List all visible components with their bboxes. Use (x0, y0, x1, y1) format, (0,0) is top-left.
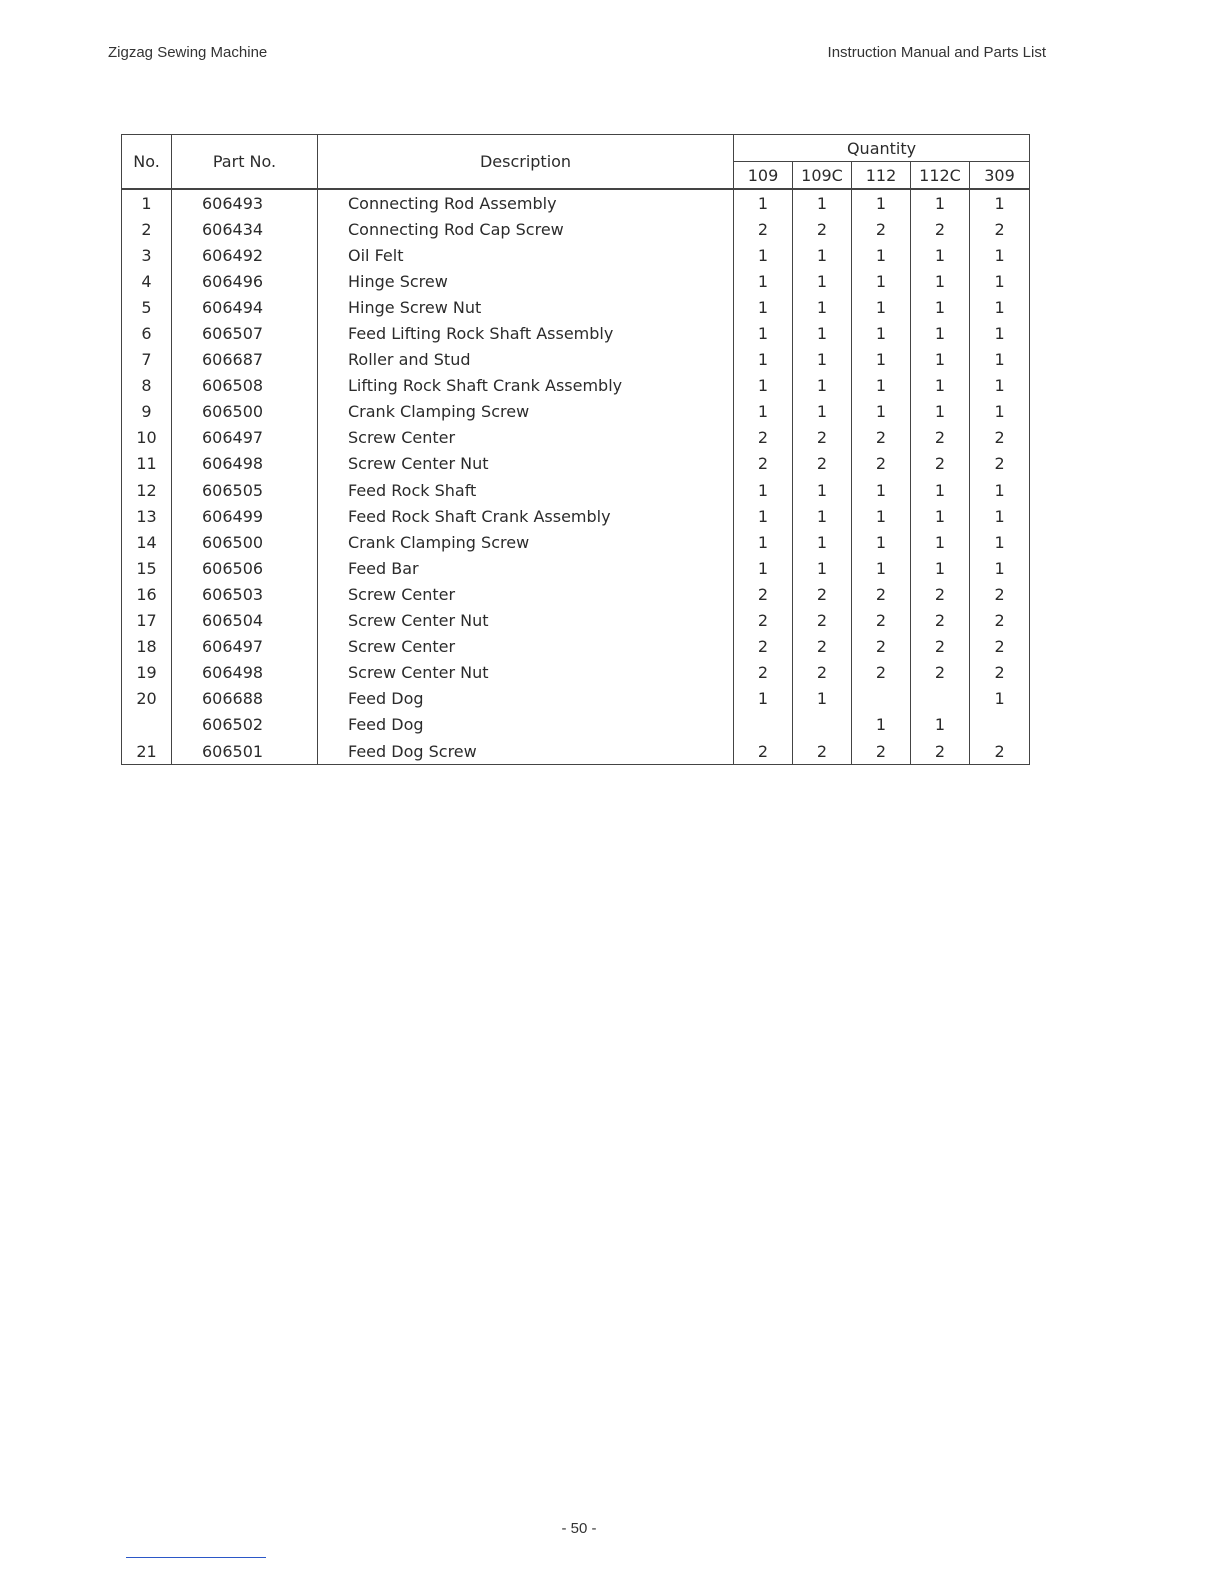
quantity-cell: 1 (970, 268, 1030, 294)
quantity-cell: 2 (852, 660, 911, 686)
part-number: 606500 (172, 399, 318, 425)
part-number: 606507 (172, 320, 318, 346)
quantity-cell: 2 (970, 216, 1030, 242)
quantity-cell: 1 (852, 399, 911, 425)
row-number: 5 (122, 294, 172, 320)
quantity-cell: 2 (734, 451, 793, 477)
quantity-cell: 2 (911, 425, 970, 451)
part-number: 606506 (172, 555, 318, 581)
quantity-cell: 1 (852, 477, 911, 503)
part-description: Screw Center Nut (318, 608, 734, 634)
table-row (122, 634, 1030, 660)
part-number: 606497 (172, 425, 318, 451)
quantity-cell: 1 (793, 555, 852, 581)
quantity-cell: 1 (970, 555, 1030, 581)
part-description: Feed Dog Screw (318, 738, 734, 765)
header-description: Description (318, 135, 734, 190)
part-number: 606501 (172, 738, 318, 765)
quantity-cell: 1 (734, 268, 793, 294)
part-description: Connecting Rod Cap Screw (318, 216, 734, 242)
row-number: 13 (122, 503, 172, 529)
quantity-cell: 2 (970, 634, 1030, 660)
part-description: Feed Rock Shaft (318, 477, 734, 503)
quantity-cell: 1 (852, 712, 911, 738)
quantity-cell: 2 (911, 216, 970, 242)
part-description: Screw Center (318, 581, 734, 607)
quantity-cell: 2 (793, 451, 852, 477)
quantity-cell: 2 (852, 216, 911, 242)
table-row (122, 608, 1030, 634)
parts-table (121, 134, 1030, 765)
part-description: Feed Lifting Rock Shaft Assembly (318, 320, 734, 346)
quantity-cell: 2 (793, 608, 852, 634)
quantity-cell: 2 (970, 738, 1030, 765)
part-description: Feed Rock Shaft Crank Assembly (318, 503, 734, 529)
part-description: Hinge Screw Nut (318, 294, 734, 320)
part-number: 606493 (172, 189, 318, 216)
row-number: 7 (122, 347, 172, 373)
quantity-cell: 1 (852, 242, 911, 268)
row-number: 8 (122, 373, 172, 399)
table-row (122, 477, 1030, 503)
quantity-cell: 2 (734, 216, 793, 242)
quantity-cell: 1 (852, 529, 911, 555)
row-number: 18 (122, 634, 172, 660)
part-number: 606498 (172, 451, 318, 477)
table-row (122, 242, 1030, 268)
part-description: Feed Dog (318, 686, 734, 712)
row-number: 2 (122, 216, 172, 242)
quantity-cell: 2 (793, 425, 852, 451)
part-description: Crank Clamping Screw (318, 529, 734, 555)
quantity-cell: 1 (734, 373, 793, 399)
table-row (122, 189, 1030, 216)
quantity-cell: 2 (793, 660, 852, 686)
part-number: 606498 (172, 660, 318, 686)
row-number: 17 (122, 608, 172, 634)
header-model-109: 109 (734, 162, 793, 190)
part-description: Crank Clamping Screw (318, 399, 734, 425)
part-number: 606688 (172, 686, 318, 712)
quantity-cell: 1 (970, 686, 1030, 712)
row-number: 21 (122, 738, 172, 765)
part-number: 606434 (172, 216, 318, 242)
quantity-cell: 2 (911, 660, 970, 686)
row-number: 20 (122, 686, 172, 712)
quantity-cell: 2 (852, 581, 911, 607)
quantity-cell: 2 (911, 634, 970, 660)
quantity-cell: 1 (970, 347, 1030, 373)
quantity-cell: 1 (911, 399, 970, 425)
quantity-cell: 1 (911, 503, 970, 529)
part-number: 606494 (172, 294, 318, 320)
quantity-cell: 1 (970, 503, 1030, 529)
quantity-cell: 1 (911, 320, 970, 346)
quantity-cell: 2 (734, 425, 793, 451)
part-description: Oil Felt (318, 242, 734, 268)
quantity-cell: 1 (852, 373, 911, 399)
quantity-cell: 2 (852, 738, 911, 765)
header-model-109c: 109C (793, 162, 852, 190)
part-description: Screw Center (318, 425, 734, 451)
quantity-cell: 1 (734, 294, 793, 320)
quantity-cell: 2 (793, 738, 852, 765)
quantity-cell: 1 (852, 503, 911, 529)
table-row (122, 686, 1030, 712)
row-number: 11 (122, 451, 172, 477)
table-row (122, 451, 1030, 477)
quantity-cell: 1 (852, 294, 911, 320)
row-number: 10 (122, 425, 172, 451)
quantity-cell: 1 (911, 189, 970, 216)
header-part-no: Part No. (172, 135, 318, 190)
table-row (122, 294, 1030, 320)
quantity-cell: 1 (852, 320, 911, 346)
row-number: 15 (122, 555, 172, 581)
quantity-cell: 2 (970, 451, 1030, 477)
table-row (122, 503, 1030, 529)
header-model-309: 309 (970, 162, 1030, 190)
quantity-cell: 1 (911, 373, 970, 399)
part-number: 606499 (172, 503, 318, 529)
row-number: 4 (122, 268, 172, 294)
quantity-cell: 1 (793, 477, 852, 503)
quantity-cell: 1 (734, 477, 793, 503)
quantity-cell: 2 (793, 634, 852, 660)
quantity-cell: 1 (793, 347, 852, 373)
quantity-cell: 2 (734, 581, 793, 607)
table-row (122, 529, 1030, 555)
part-number: 606497 (172, 634, 318, 660)
page-number: - 50 - (561, 1520, 597, 1537)
row-number: 19 (122, 660, 172, 686)
quantity-cell: 2 (970, 608, 1030, 634)
header-model-112: 112 (852, 162, 911, 190)
quantity-cell: 1 (793, 320, 852, 346)
quantity-cell: 1 (911, 529, 970, 555)
quantity-cell: 1 (970, 529, 1030, 555)
quantity-cell: 2 (970, 425, 1030, 451)
part-description: Roller and Stud (318, 347, 734, 373)
quantity-cell: 1 (734, 242, 793, 268)
quantity-cell (793, 712, 852, 738)
quantity-cell: 1 (734, 555, 793, 581)
part-description: Hinge Screw (318, 268, 734, 294)
quantity-cell: 1 (970, 242, 1030, 268)
header-model-112c: 112C (911, 162, 970, 190)
quantity-cell: 2 (911, 451, 970, 477)
quantity-cell: 1 (734, 529, 793, 555)
parts-table-body (122, 189, 1030, 765)
quantity-cell: 1 (793, 529, 852, 555)
part-description: Feed Dog (318, 712, 734, 738)
table-row (122, 320, 1030, 346)
quantity-cell: 1 (911, 555, 970, 581)
quantity-cell: 1 (911, 242, 970, 268)
quantity-cell: 1 (970, 399, 1030, 425)
part-number: 606503 (172, 581, 318, 607)
quantity-cell: 1 (793, 268, 852, 294)
quantity-cell: 2 (852, 608, 911, 634)
part-description: Screw Center Nut (318, 660, 734, 686)
part-number: 606687 (172, 347, 318, 373)
quantity-cell: 2 (911, 738, 970, 765)
row-number: 12 (122, 477, 172, 503)
table-row (122, 738, 1030, 765)
quantity-cell: 1 (970, 320, 1030, 346)
quantity-cell: 2 (970, 581, 1030, 607)
quantity-cell: 2 (734, 660, 793, 686)
quantity-cell: 1 (793, 686, 852, 712)
part-number: 606500 (172, 529, 318, 555)
part-description: Connecting Rod Assembly (318, 189, 734, 216)
quantity-cell: 2 (793, 581, 852, 607)
quantity-cell: 1 (793, 242, 852, 268)
row-number: 9 (122, 399, 172, 425)
quantity-cell: 1 (734, 347, 793, 373)
quantity-cell: 2 (911, 581, 970, 607)
quantity-cell: 1 (793, 189, 852, 216)
part-number: 606502 (172, 712, 318, 738)
quantity-cell: 2 (911, 608, 970, 634)
quantity-cell: 1 (852, 347, 911, 373)
quantity-cell: 1 (734, 503, 793, 529)
quantity-cell: 2 (734, 634, 793, 660)
quantity-cell: 1 (911, 712, 970, 738)
quantity-cell: 1 (734, 399, 793, 425)
table-row (122, 268, 1030, 294)
running-header-left: Zigzag Sewing Machine (108, 44, 268, 61)
quantity-cell (852, 686, 911, 712)
quantity-cell: 1 (911, 294, 970, 320)
part-number: 606496 (172, 268, 318, 294)
quantity-cell: 1 (852, 268, 911, 294)
quantity-cell: 1 (970, 294, 1030, 320)
footnote-rule (126, 1557, 266, 1558)
table-row (122, 660, 1030, 686)
quantity-cell: 1 (970, 373, 1030, 399)
table-row (122, 555, 1030, 581)
part-number: 606508 (172, 373, 318, 399)
quantity-cell: 2 (793, 216, 852, 242)
part-description: Lifting Rock Shaft Crank Assembly (318, 373, 734, 399)
table-row (122, 712, 1030, 738)
quantity-cell: 1 (911, 477, 970, 503)
quantity-cell: 1 (793, 294, 852, 320)
part-number: 606505 (172, 477, 318, 503)
part-number: 606504 (172, 608, 318, 634)
quantity-cell: 1 (793, 373, 852, 399)
quantity-cell: 2 (852, 634, 911, 660)
quantity-cell: 1 (793, 503, 852, 529)
row-number (122, 712, 172, 738)
quantity-cell: 2 (734, 608, 793, 634)
quantity-cell (970, 712, 1030, 738)
part-description: Screw Center Nut (318, 451, 734, 477)
quantity-cell: 1 (793, 399, 852, 425)
quantity-cell: 2 (970, 660, 1030, 686)
row-number: 1 (122, 189, 172, 216)
row-number: 14 (122, 529, 172, 555)
row-number: 6 (122, 320, 172, 346)
quantity-cell: 1 (734, 686, 793, 712)
row-number: 3 (122, 242, 172, 268)
quantity-cell: 2 (852, 425, 911, 451)
part-number: 606492 (172, 242, 318, 268)
table-row (122, 581, 1030, 607)
quantity-cell: 1 (734, 189, 793, 216)
quantity-cell: 1 (734, 320, 793, 346)
header-quantity: Quantity (734, 135, 1030, 162)
quantity-cell: 1 (970, 189, 1030, 216)
header-no: No. (122, 135, 172, 190)
quantity-cell: 1 (852, 555, 911, 581)
table-row (122, 373, 1030, 399)
quantity-cell: 1 (852, 189, 911, 216)
quantity-cell: 1 (911, 347, 970, 373)
table-row (122, 425, 1030, 451)
table-row (122, 216, 1030, 242)
part-description: Screw Center (318, 634, 734, 660)
row-number: 16 (122, 581, 172, 607)
quantity-cell: 2 (852, 451, 911, 477)
quantity-cell: 1 (970, 477, 1030, 503)
part-description: Feed Bar (318, 555, 734, 581)
table-row (122, 347, 1030, 373)
quantity-cell (734, 712, 793, 738)
quantity-cell (911, 686, 970, 712)
running-header-right: Instruction Manual and Parts List (827, 44, 1046, 61)
table-row (122, 399, 1030, 425)
quantity-cell: 2 (734, 738, 793, 765)
quantity-cell: 1 (911, 268, 970, 294)
